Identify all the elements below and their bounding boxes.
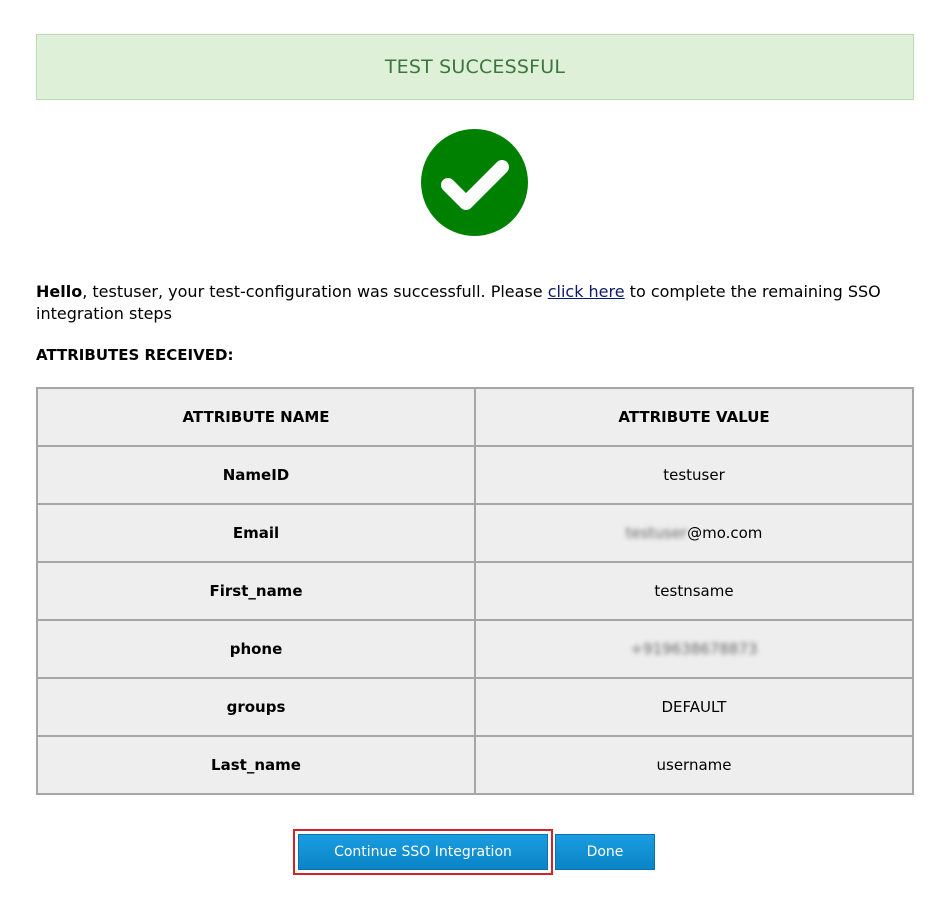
click-here-link[interactable]: click here: [547, 282, 625, 301]
attributes-table: [36, 387, 914, 795]
message-text-2: to complete the remaining SSO integration steps: [36, 282, 881, 323]
table-row: [37, 446, 913, 504]
attribute-name: Email: [37, 504, 475, 562]
hello-label: Hello: [36, 282, 83, 301]
column-header-name: ATTRIBUTE NAME: [37, 388, 475, 446]
table-header-row: [37, 388, 913, 446]
attribute-value: username: [475, 736, 913, 794]
table-row: [37, 736, 913, 794]
table-row: [37, 678, 913, 736]
blurred-value: testuser: [625, 524, 688, 542]
attribute-name: phone: [37, 620, 475, 678]
attribute-value: [475, 504, 913, 562]
message-text-1: , testuser, your test-configuration was successfull. Please: [82, 282, 548, 301]
highlight-box: [293, 829, 553, 875]
email-domain: @mo.com: [687, 524, 763, 542]
column-header-value: ATTRIBUTE VALUE: [475, 388, 913, 446]
table-row: [37, 504, 913, 562]
success-check-icon: [421, 129, 528, 236]
attribute-name: NameID: [37, 446, 475, 504]
banner-text: TEST SUCCESSFUL: [384, 56, 566, 78]
attribute-name: First_name: [37, 562, 475, 620]
done-button[interactable]: Done: [555, 834, 655, 870]
attribute-name: groups: [37, 678, 475, 736]
attribute-value: DEFAULT: [475, 678, 913, 736]
test-result-banner: [36, 34, 914, 100]
attribute-value: testuser: [475, 446, 913, 504]
success-message: [36, 281, 916, 325]
attribute-name: Last_name: [37, 736, 475, 794]
action-buttons: [293, 829, 655, 875]
attribute-value: [475, 620, 913, 678]
continue-sso-integration-button[interactable]: Continue SSO Integration: [298, 834, 548, 870]
attribute-value: testnsame: [475, 562, 913, 620]
blurred-value: +919638678873: [630, 640, 758, 658]
table-row: [37, 562, 913, 620]
table-row: [37, 620, 913, 678]
attributes-heading: ATTRIBUTES RECEIVED:: [36, 346, 234, 364]
